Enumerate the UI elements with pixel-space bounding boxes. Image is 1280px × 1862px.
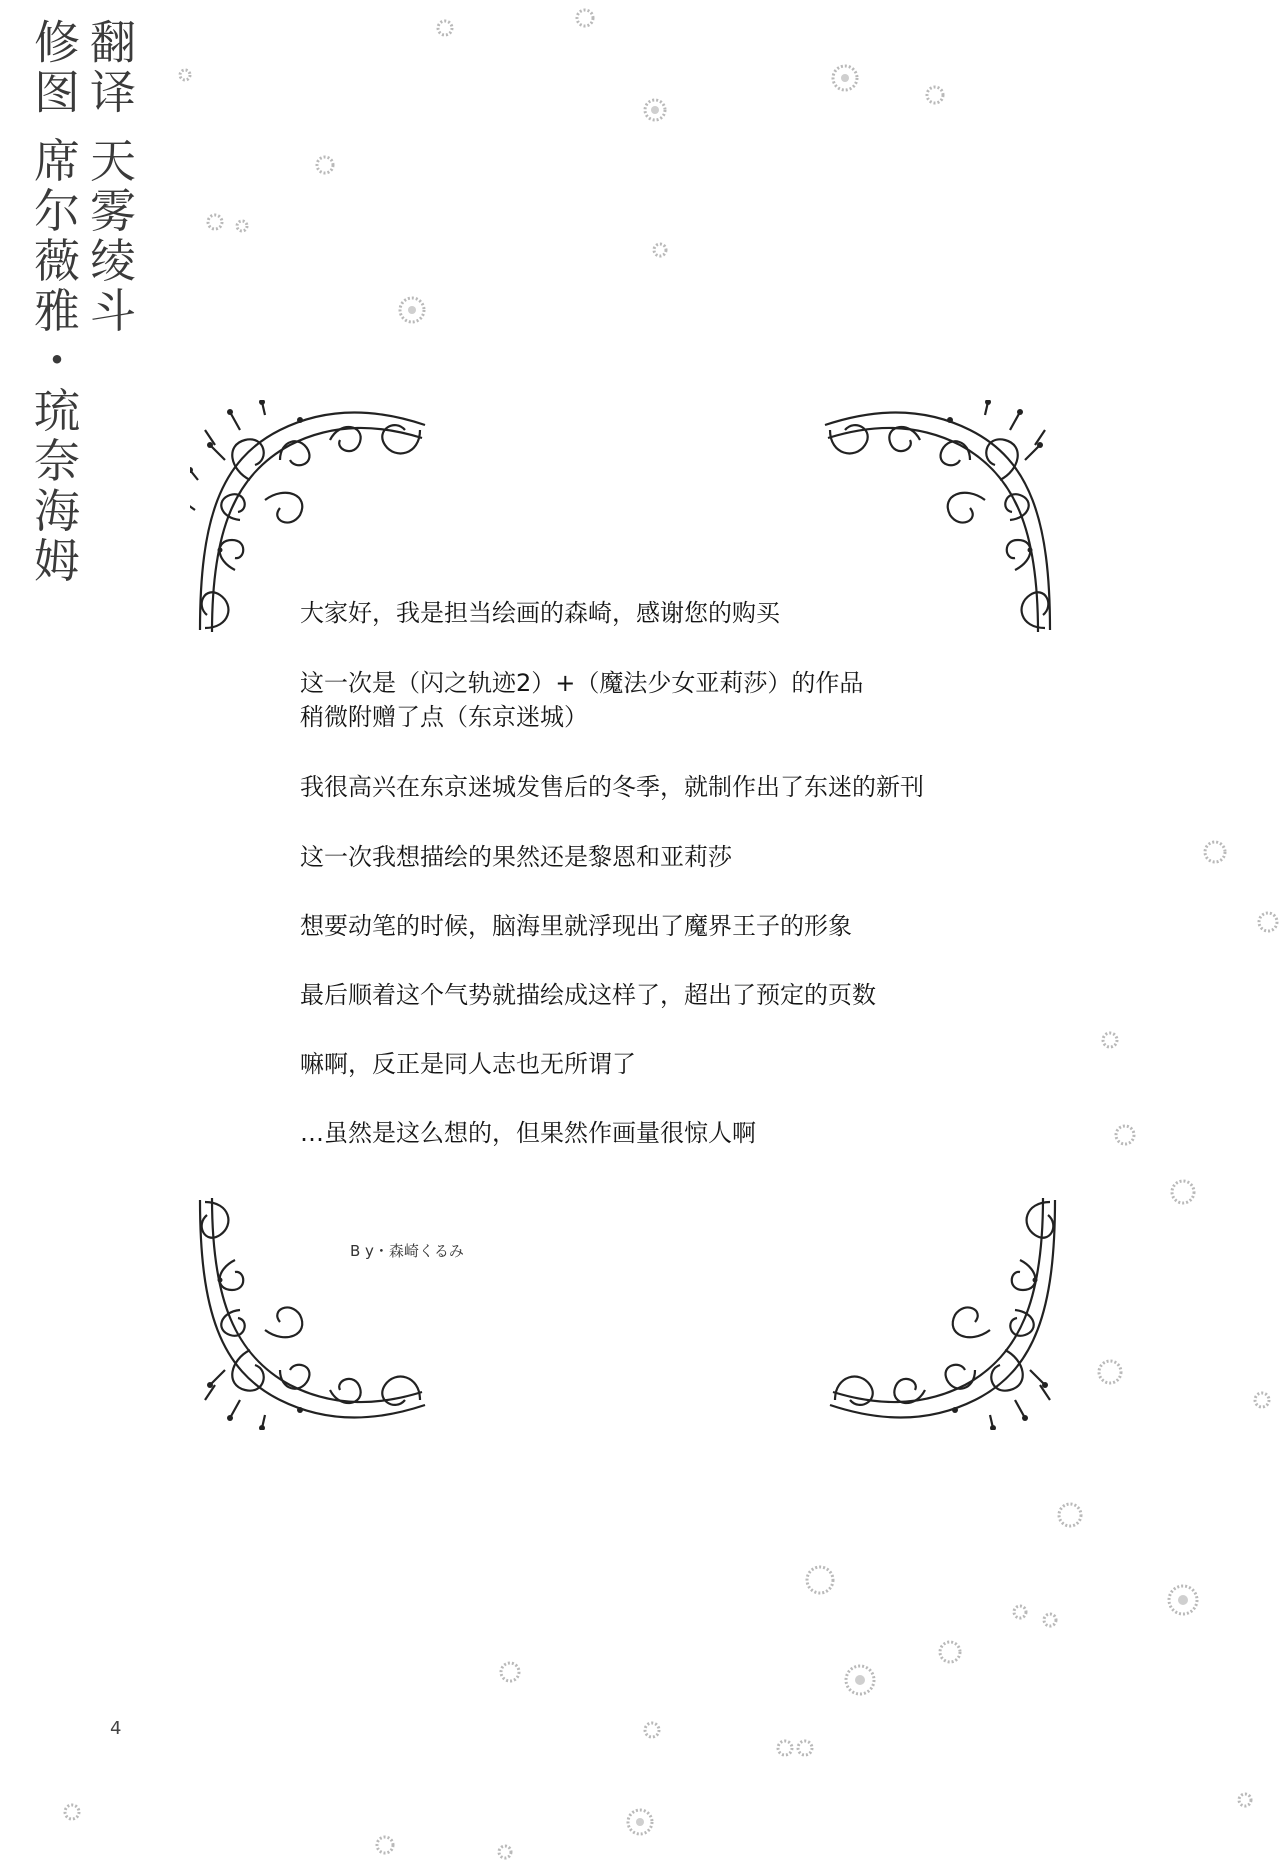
afterword-line: 稍微附赠了点（东京迷城） (300, 703, 588, 731)
afterword-line: 想要动笔的时候，脑海里就浮现出了魔界王子的形象 (300, 912, 852, 940)
filigree-corner-icon (820, 400, 1060, 640)
afterword-line: 这一次我想描绘的果然还是黎恩和亚莉莎 (300, 843, 732, 871)
afterword-line: 我很高兴在东京迷城发售后的冬季，就制作出了东迷的新刊 (300, 773, 924, 801)
page-number: 4 (110, 1718, 122, 1739)
filigree-corner-icon (190, 1190, 430, 1430)
afterword-line: …虽然是这么想的，但果然作画量很惊人啊 (300, 1119, 756, 1147)
afterword-line: 最后顺着这个气势就描绘成这样了，超出了预定的页数 (300, 981, 876, 1009)
author-signature: B y・森崎くるみ (350, 1242, 464, 1260)
translator-credit: 翻译 天雾绫斗 (83, 18, 137, 337)
editor-credit: 修图 席尔薇雅・琉奈海姆 (27, 18, 81, 587)
filigree-corner-icon (825, 1190, 1065, 1430)
afterword-line: 这一次是（闪之轨迹2）+（魔法少女亚莉莎）的作品 (300, 669, 864, 697)
afterword-line: 嘛啊，反正是同人志也无所谓了 (300, 1050, 636, 1078)
afterword-line: 大家好，我是担当绘画的森崎，感谢您的购买 (300, 599, 780, 627)
